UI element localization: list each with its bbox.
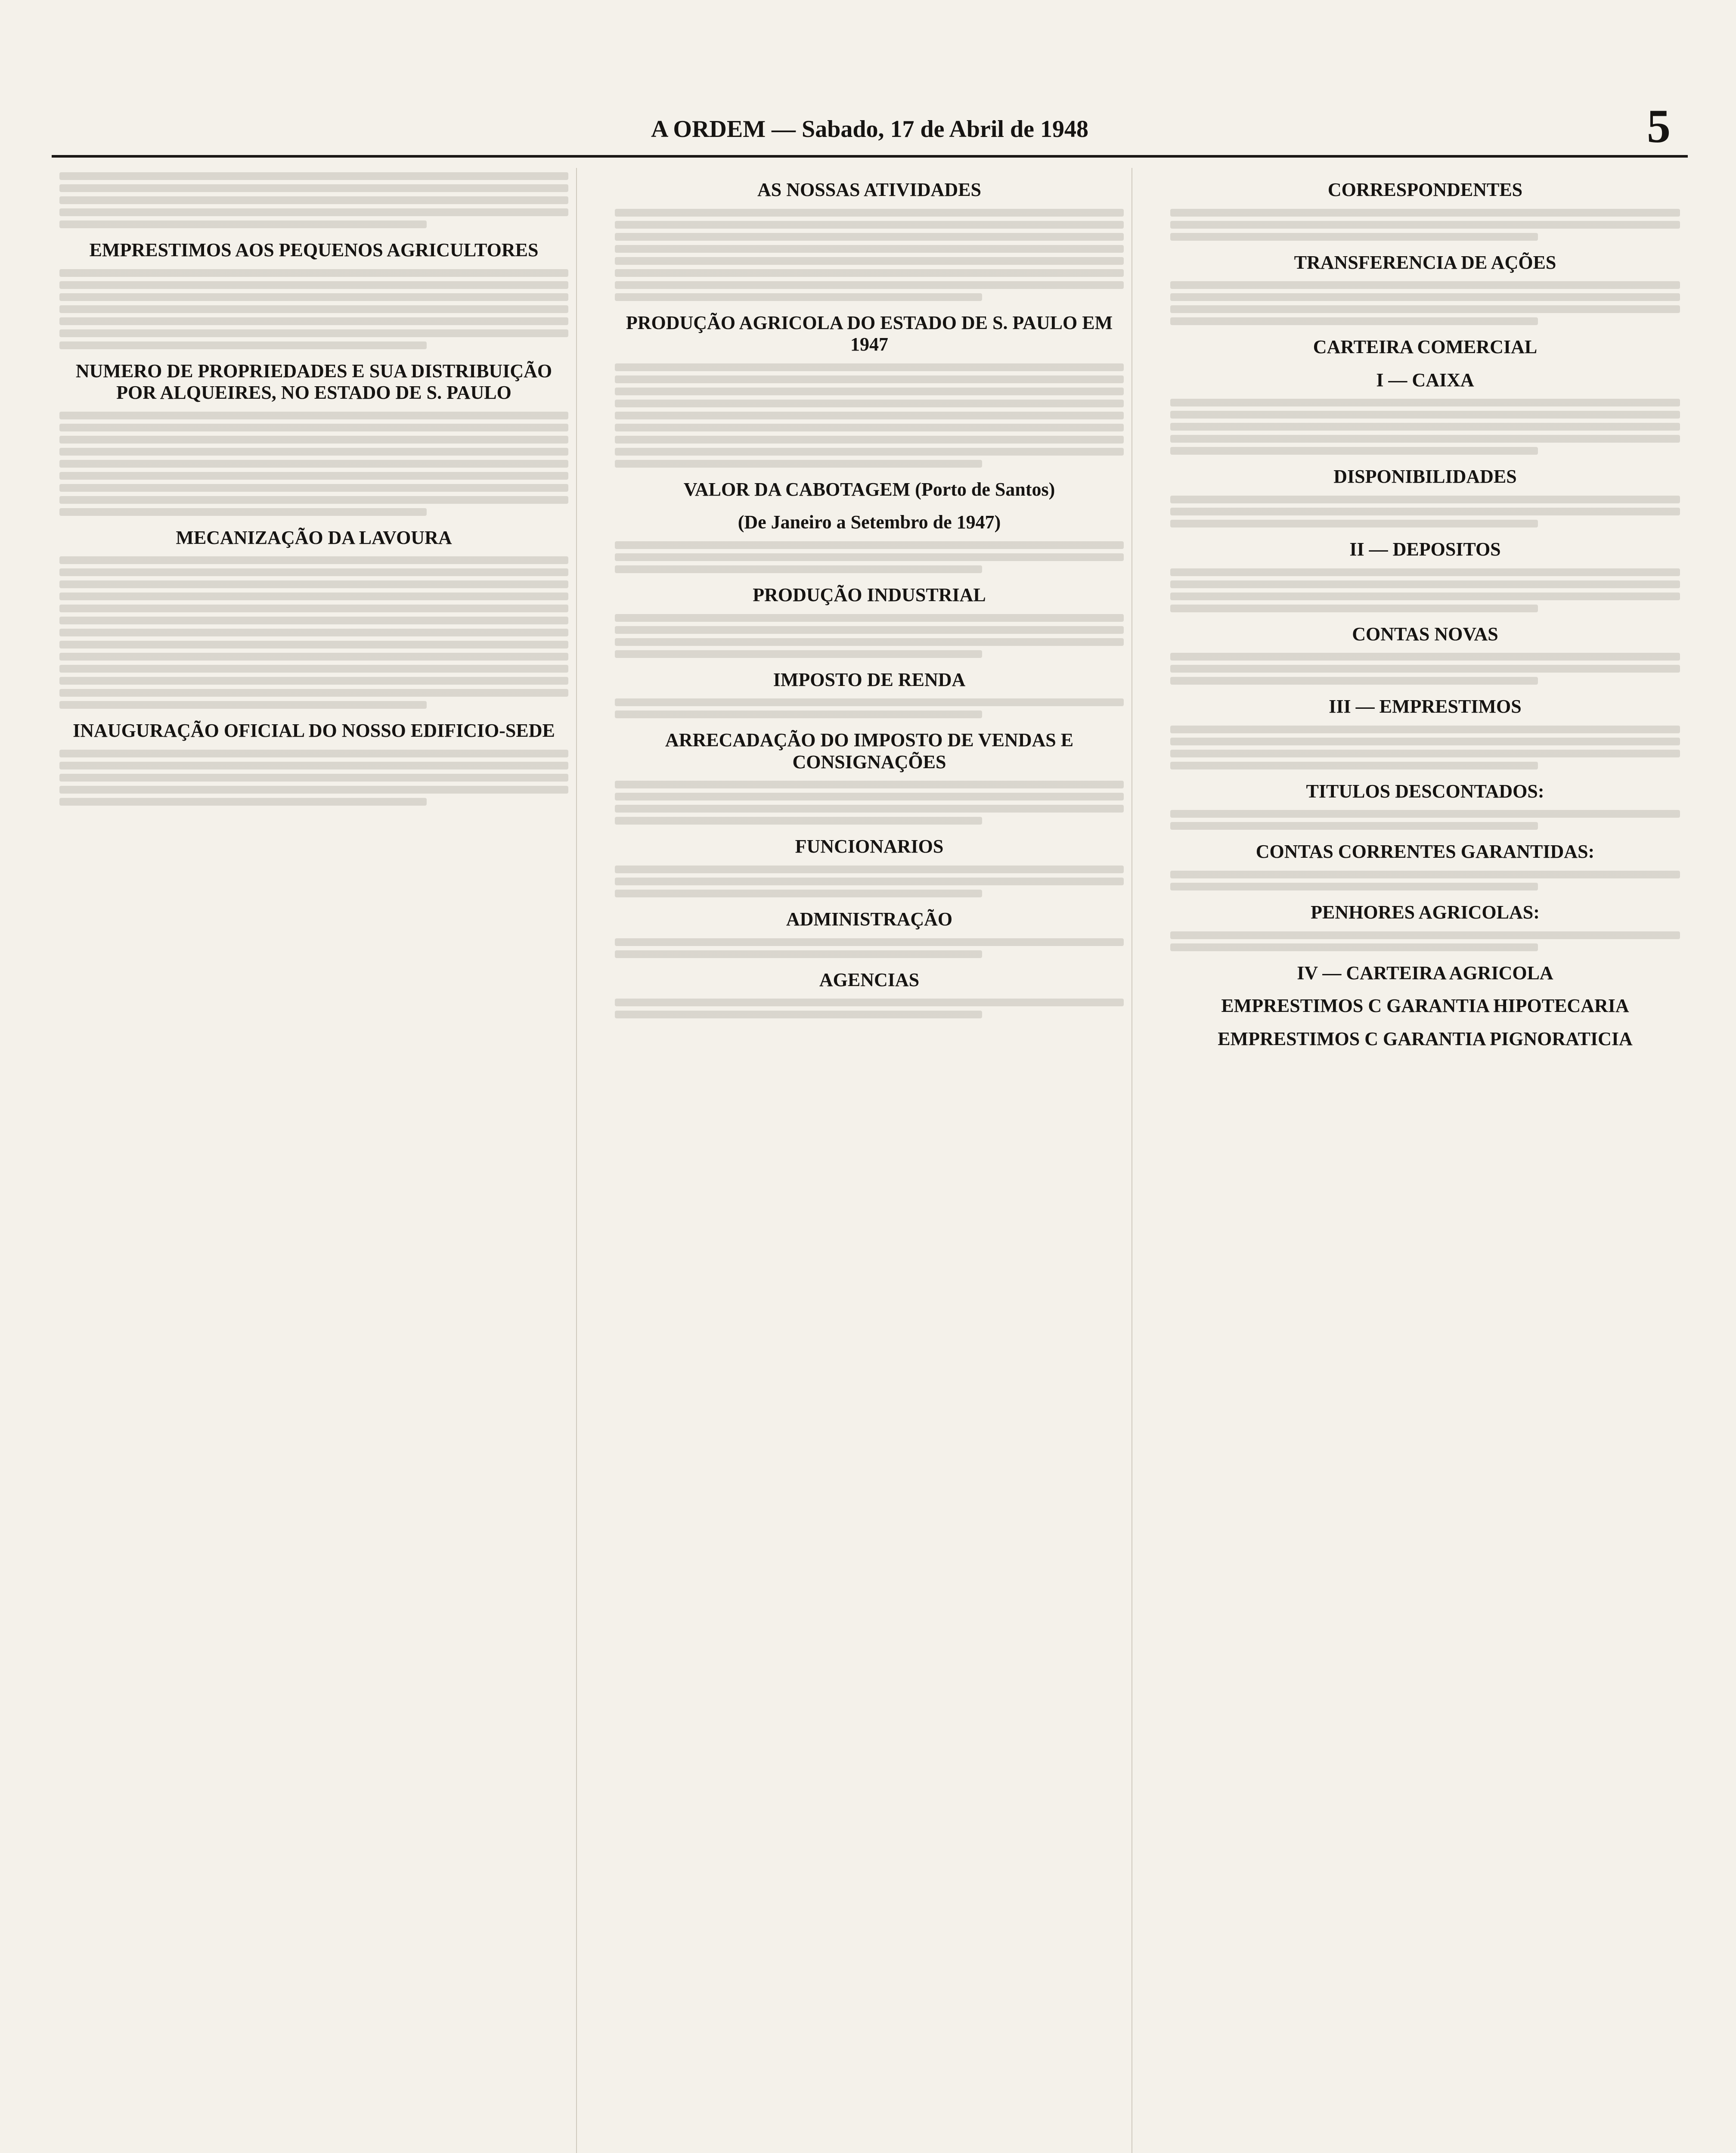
col3-heading-11: IV — CARTEIRA AGRICOLA	[1297, 962, 1553, 983]
col3-heading-9: CONTAS CORRENTES GARANTIDAS:	[1256, 841, 1595, 862]
col1-heading-3: MECANIZAÇÃO DA LAVOURA	[176, 527, 452, 548]
col3-heading-3: CARTEIRA COMERCIAL	[1313, 336, 1538, 358]
col2-heading-9: AGENCIAS	[819, 969, 920, 990]
column-3	[1162, 168, 1688, 2153]
col3-heading-5: II — DEPOSITOS	[1349, 538, 1501, 560]
col3-heading-6: CONTAS NOVAS	[1352, 623, 1498, 645]
col3-text-9	[1162, 871, 1688, 890]
col2-heading-2: PRODUÇÃO AGRICOLA DO ESTADO DE S. PAULO EM 1947	[626, 312, 1113, 355]
col1-heading-4: INAUGURAÇÃO OFICIAL DO NOSSO EDIFICIO-SEDE	[73, 720, 555, 741]
col3-table-1	[1162, 399, 1688, 455]
col3-text-4	[1162, 496, 1688, 527]
col3-heading-7: III — EMPRESTIMOS	[1329, 696, 1522, 717]
col3-text-10	[1162, 931, 1688, 951]
col1-heading-2: NUMERO DE PROPRIEDADES E SUA DISTRIBUIÇÃO POR ALQUEIRES, NO ESTADO DE S. PAULO	[75, 360, 552, 403]
col2-heading-5: IMPOSTO DE RENDA	[773, 669, 966, 690]
col2-heading-3b: (De Janeiro a Setembro de 1947)	[738, 512, 1001, 533]
col1-text-4	[52, 750, 576, 806]
col2-table-1	[607, 363, 1132, 468]
col2-text-8	[607, 938, 1132, 958]
col2-text-1	[607, 209, 1132, 301]
col1-heading-1: EMPRESTIMOS AOS PEQUENOS AGRICULTORES	[89, 239, 539, 261]
col3-heading-12: EMPRESTIMOS C GARANTIA HIPOTECARIA	[1221, 995, 1629, 1017]
col1-text-3	[52, 556, 576, 709]
col3-heading-13: EMPRESTIMOS C GARANTIA PIGNORATICIA	[1218, 1028, 1633, 1049]
col2-text-6	[607, 781, 1132, 825]
col2-heading-7: FUNCIONARIOS	[795, 836, 944, 857]
col2-heading-1: AS NOSSAS ATIVIDADES	[757, 179, 982, 200]
column-2	[607, 168, 1132, 2153]
column-1	[52, 168, 577, 2153]
page-number: 5	[1647, 100, 1671, 152]
col3-text-6	[1162, 653, 1688, 685]
masthead	[52, 100, 1688, 158]
col2-table-3	[607, 614, 1132, 658]
col3-heading-10: PENHORES AGRICOLAS:	[1311, 901, 1540, 923]
col3-heading-1: CORRESPONDENTES	[1327, 179, 1523, 200]
col3-text-1	[1162, 209, 1688, 241]
col3-heading-4: DISPONIBILIDADES	[1333, 466, 1517, 487]
col2-heading-6: ARRECADAÇÃO DO IMPOSTO DE VENDAS E CONSIGNAÇÕES	[665, 729, 1074, 772]
col3-heading-8: TITULOS DESCONTADOS:	[1306, 780, 1544, 802]
columns	[52, 168, 1688, 2153]
col3-text-8	[1162, 810, 1688, 830]
col1-text-2	[52, 412, 576, 516]
col2-text-5	[607, 698, 1132, 718]
col2-heading-3: VALOR DA CABOTAGEM (Porto de Santos)	[683, 478, 1055, 500]
col3-text-2	[1162, 281, 1688, 325]
col3-text-5	[1162, 568, 1688, 612]
col2-table-2	[607, 541, 1132, 573]
col3-heading-2: TRANSFERENCIA DE AÇÕES	[1294, 251, 1556, 273]
col3-text-7	[1162, 726, 1688, 769]
masthead-title: A ORDEM — Sabado, 17 de Abril de 1948	[651, 116, 1088, 143]
col2-heading-8: ADMINISTRAÇÃO	[786, 908, 953, 930]
col2-heading-4: PRODUÇÃO INDUSTRIAL	[753, 584, 986, 605]
col1-intro	[52, 172, 576, 228]
col3-heading-3b: I — CAIXA	[1376, 369, 1474, 391]
col2-text-9	[607, 999, 1132, 1018]
col2-text-7	[607, 866, 1132, 897]
col1-text-1	[52, 269, 576, 349]
